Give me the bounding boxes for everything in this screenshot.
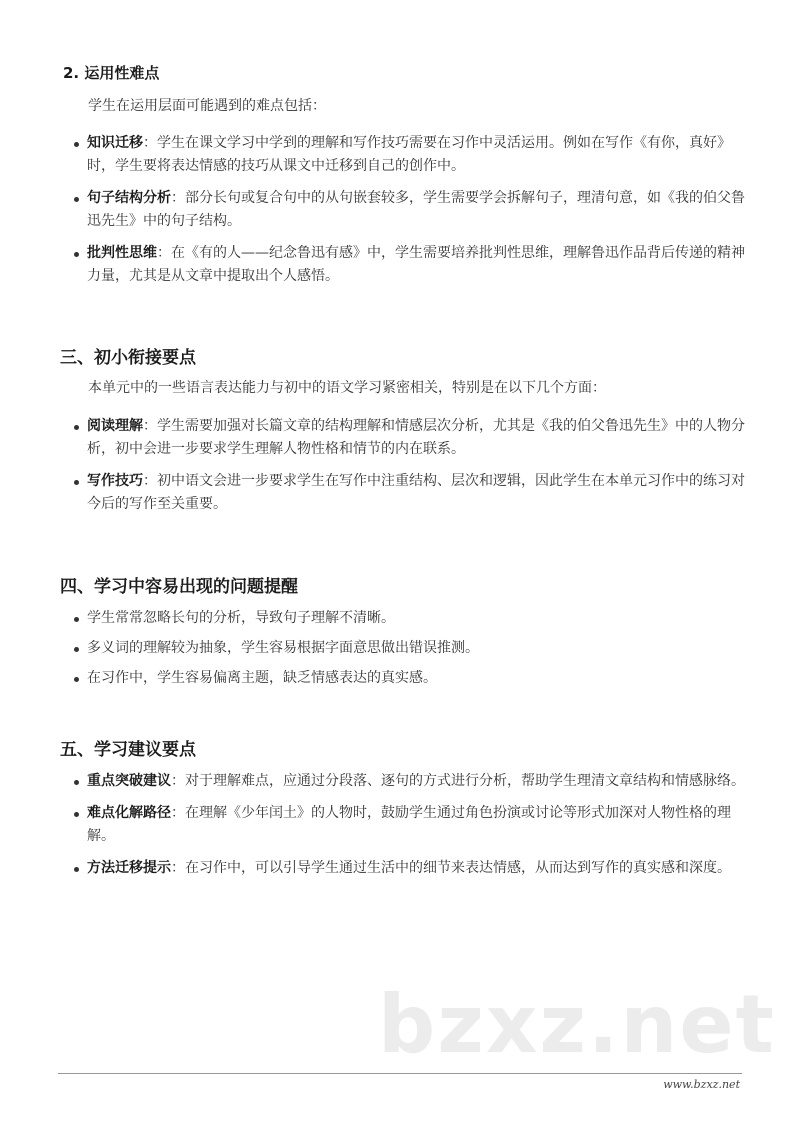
list-item: 写作技巧：初中语文会进一步要求学生在写作中注重结构、层次和逻辑，因此学生在本单元习作中的练习对今后的写作至关重要。 — [60, 470, 750, 516]
list-item — [60, 637, 750, 660]
bullet-icon — [74, 677, 79, 682]
footer-divider — [58, 1073, 742, 1074]
list-item: 阅读理解：学生需要加强对长篇文章的结构理解和情感层次分析，尤其是《我的伯父鲁迅先生》中的人物分析，初中会进一步要求学生理解人物性格和情节的内在联系。 — [60, 415, 750, 461]
list-item-text: 学生需要加强对长篇文章的结构理解和情感层次分析，尤其是《我的伯父鲁迅先生》中的人物分析，初中会进一步要求学生理解人物性格和情节的内在联系。 — [87, 418, 745, 457]
application-list — [60, 132, 750, 297]
bullet-icon — [74, 647, 79, 652]
list-item: 难点化解路径：在理解《少年闰土》的人物时，鼓励学生通过角色扮演或讨论等形式加深对人物性格的理解。 — [60, 802, 750, 848]
list-item: 批判性思维：在《有的人——纪念鲁迅有感》中，学生需要培养批判性思维，理解鲁迅作品背后传递的精神力量，尤其是从文章中提取出个人感悟。 — [60, 242, 750, 288]
list-item — [60, 607, 750, 630]
list-item: 知识迁移：学生在课文学习中学到的理解和写作技巧需要在习作中灵活运用。例如在写作《有你，真好》时，学生要将表达情感的技巧从课文中迁移到自己的创作中。 — [60, 132, 750, 178]
list-item: 方法迁移提示：在习作中，可以引导学生通过生活中的细节来表达情感，从而达到写作的真实感和深度。 — [60, 857, 750, 880]
list-item-term: 重点突破建议 — [87, 773, 171, 789]
bullet-icon — [74, 197, 79, 202]
list-item-term: 阅读理解 — [87, 418, 143, 434]
list-item-text: 在习作中，学生容易偏离主题，缺乏情感表达的真实感。 — [87, 670, 437, 686]
bullet-icon — [74, 867, 79, 872]
section-heading-suggestions: 五、学习建议要点 — [60, 740, 196, 760]
list-item-text: 在习作中，可以引导学生通过生活中的细节来表达情感，从而达到写作的真实感和深度。 — [185, 860, 731, 876]
list-item-term: 知识迁移 — [87, 135, 143, 151]
section-heading-transition: 三、初小衔接要点 — [60, 348, 196, 368]
footer-url: www.bzxz.net — [663, 1078, 740, 1091]
list-item-text: 在理解《少年闰土》的人物时，鼓励学生通过角色扮演或讨论等形式加深对人物性格的理解。 — [87, 805, 731, 844]
bullet-icon — [74, 142, 79, 147]
problems-list — [60, 607, 750, 697]
suggestions-list — [60, 770, 750, 889]
watermark: bzxz.net — [378, 978, 776, 1071]
list-item-text: 初中语文会进一步要求学生在写作中注重结构、层次和逻辑，因此学生在本单元习作中的练习对今后的写作至关重要。 — [87, 473, 745, 512]
list-item-text: 学生在课文学习中学到的理解和写作技巧需要在习作中灵活运用。例如在写作《有你，真好》时，学生要将表达情感的技巧从课文中迁移到自己的创作中。 — [87, 135, 731, 174]
list-item-text: 对于理解难点，应通过分段落、逐句的方式进行分析，帮助学生理清文章结构和情感脉络。 — [185, 773, 745, 789]
bullet-icon — [74, 617, 79, 622]
transition-list — [60, 415, 750, 525]
transition-intro: 本单元中的一些语言表达能力与初中的语文学习紧密相关，特别是在以下几个方面： — [88, 380, 606, 396]
list-item-text: 在《有的人——纪念鲁迅有感》中，学生需要培养批判性思维，理解鲁迅作品背后传递的精神力量，尤其是从文章中提取出个人感悟。 — [87, 245, 745, 284]
list-item-term: 难点化解路径 — [87, 805, 171, 821]
bullet-icon — [74, 425, 79, 430]
section-heading-problems: 四、学习中容易出现的问题提醒 — [60, 577, 298, 597]
list-item-text: 部分长句或复合句中的从句嵌套较多，学生需要学会拆解句子，理清句意，如《我的伯父鲁迅先生》中的句子结构。 — [87, 190, 745, 229]
list-item — [60, 667, 750, 690]
list-item-term: 句子结构分析 — [87, 190, 171, 206]
list-item-term: 批判性思维 — [87, 245, 157, 261]
list-item-text: 学生常常忽略长句的分析，导致句子理解不清晰。 — [87, 610, 395, 626]
bullet-icon — [74, 252, 79, 257]
list-item-term: 方法迁移提示 — [87, 860, 171, 876]
application-intro: 学生在运用层面可能遇到的难点包括： — [88, 98, 326, 114]
bullet-icon — [74, 780, 79, 785]
subsection-heading-application: 2. 运用性难点 — [63, 64, 160, 82]
list-item-term: 写作技巧 — [87, 473, 143, 489]
list-item: 重点突破建议：对于理解难点，应通过分段落、逐句的方式进行分析，帮助学生理清文章结构和情感脉络。 — [60, 770, 750, 793]
bullet-icon — [74, 812, 79, 817]
list-item: 句子结构分析：部分长句或复合句中的从句嵌套较多，学生需要学会拆解句子，理清句意，如《我的伯父鲁迅先生》中的句子结构。 — [60, 187, 750, 233]
bullet-icon — [74, 480, 79, 485]
list-item-text: 多义词的理解较为抽象，学生容易根据字面意思做出错误推测。 — [87, 640, 479, 656]
